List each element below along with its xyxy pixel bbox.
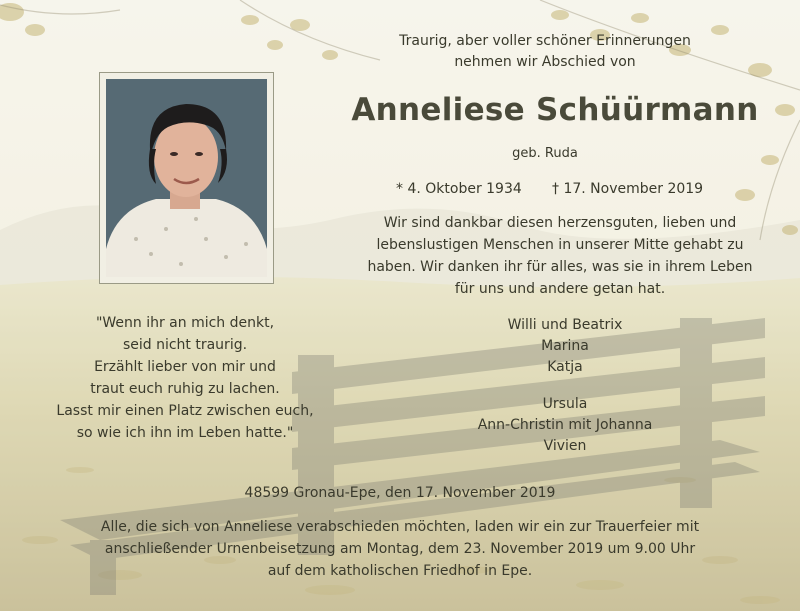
family-member: Katja <box>547 359 583 375</box>
family-member: Ursula <box>542 396 588 412</box>
thanks-line: Wir sind dankbar diesen herzensguten, lieben und <box>383 215 737 231</box>
family-member: Willi und Beatrix <box>507 317 623 333</box>
funeral-line: anschließender Urnenbeisetzung am Montag, dem 23. November 2019 um 9.00 Uhr <box>104 541 696 557</box>
family-member: Ann-Christin mit Johanna <box>477 417 653 433</box>
birth-date: * 4. Oktober 1934 <box>396 181 522 197</box>
thanks-line: haben. Wir danken ihr für alles, was sie in ihrem Leben <box>367 259 753 275</box>
family-member: Vivien <box>543 438 587 454</box>
quote-line: so wie ich ihn im Leben hatte." <box>76 425 294 441</box>
thanks-line: lebenslustigen Menschen in unserer Mitte gehabt zu <box>376 237 744 253</box>
thanks-line: für uns und andere getan hat. <box>454 281 666 297</box>
quote-line: traut euch ruhig zu lachen. <box>90 381 280 397</box>
intro-line-1: Traurig, aber voller schöner Erinnerungen <box>399 33 691 49</box>
family-member: Marina <box>541 338 589 354</box>
quote-line: "Wenn ihr an mich denkt, <box>95 315 275 331</box>
quote-line: seid nicht traurig. <box>122 337 248 353</box>
funeral-line: Alle, die sich von Anneliese verabschieden möchten, laden wir ein zur Trauerfeier mit <box>100 519 700 535</box>
place-date: 48599 Gronau-Epe, den 17. November 2019 <box>244 485 556 501</box>
maiden-name: geb. Ruda <box>512 146 578 161</box>
portrait-photo <box>106 79 267 277</box>
quote-line: Erzählt lieber von mir und <box>94 359 276 375</box>
death-date: † 17. November 2019 <box>552 181 704 197</box>
quote-line: Lasst mir einen Platz zwischen euch, <box>56 403 314 419</box>
intro-line-2: nehmen wir Abschied von <box>454 54 636 70</box>
portrait-frame <box>99 72 274 284</box>
funeral-line: auf dem katholischen Friedhof in Epe. <box>267 563 533 579</box>
deceased-name: Anneliese Schüürmann <box>351 92 759 128</box>
